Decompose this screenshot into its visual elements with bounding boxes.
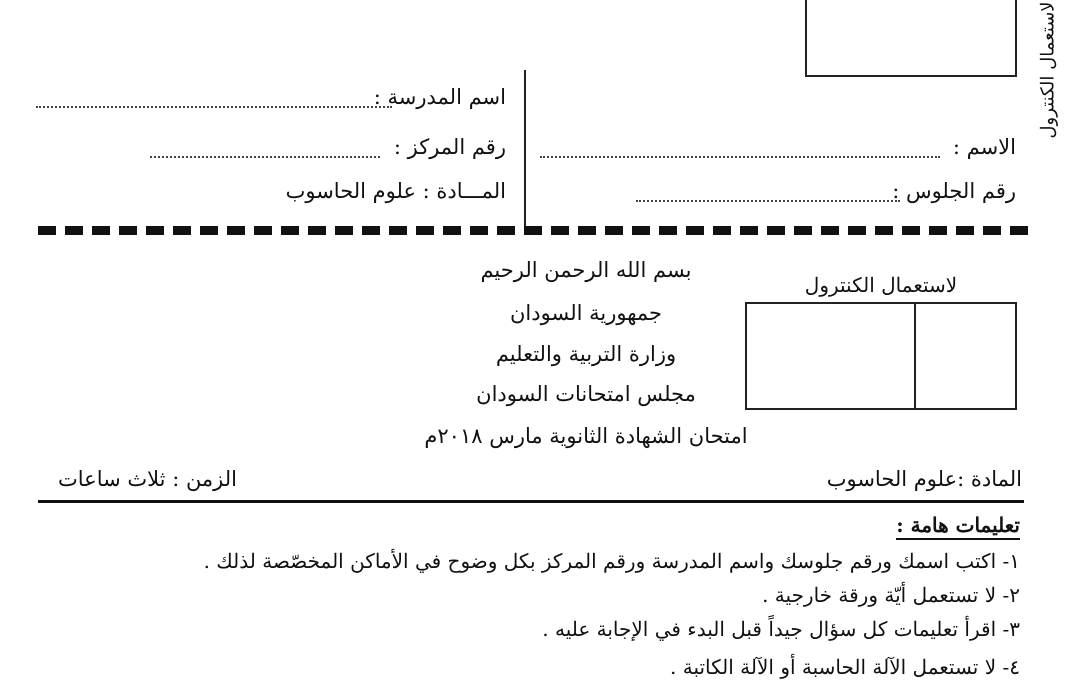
subject-label: المـــادة : علوم الحاسوب [285,179,506,203]
control-vertical-caption [1026,0,1070,140]
dashed-separator [38,226,1028,235]
school-label: اسم المدرسة : [373,85,506,109]
info-rule [38,500,1024,503]
name-field-dots[interactable] [540,156,940,158]
school-field-dots[interactable] [36,106,392,108]
control-box-divider [914,302,916,410]
header-divider [524,70,526,230]
instruction-item: ٤- لا تستعمل الآلة الحاسبة أو الآلة الكاتبة . [670,655,1020,679]
control-box [745,302,1017,410]
instruction-item: ٣- اقرأ تعليمات كل سؤال جيداً قبل البدء في الإجابة عليه . [542,617,1020,641]
instruction-item: ٢- لا تستعمل أيّة ورقة خارجية . [762,583,1020,607]
council: مجلس امتحانات السودان [476,382,696,406]
ministry: وزارة التربية والتعليم [495,342,677,366]
control-vertical-text: لاستعمال الكنترول [1037,1,1059,139]
instructions-title: تعليمات هامة : [896,513,1020,540]
control-label: لاستعمال الكنترول [804,273,958,297]
seat-field-dots[interactable] [636,200,900,202]
time-info: الزمن : ثلاث ساعات [58,467,237,491]
seat-label: رقم الجلوس : [892,179,1016,203]
center-field-dots[interactable] [150,156,380,158]
center-label: رقم المركز : [393,135,506,159]
subject-info: المادة :علوم الحاسوب [826,467,1022,491]
instruction-item: ١- اكتب اسمك ورقم جلوسك واسم المدرسة ورقم المركز بكل وضوح في الأماكن المخصّصة لذلك . [203,549,1020,573]
name-label: الاسم : [952,135,1016,159]
republic: جمهورية السودان [510,301,662,325]
exam-title: امتحان الشهادة الثانوية مارس ٢٠١٨م [424,424,748,448]
control-box-top [805,0,1017,77]
basmala: بسم الله الرحمن الرحيم [480,258,692,282]
